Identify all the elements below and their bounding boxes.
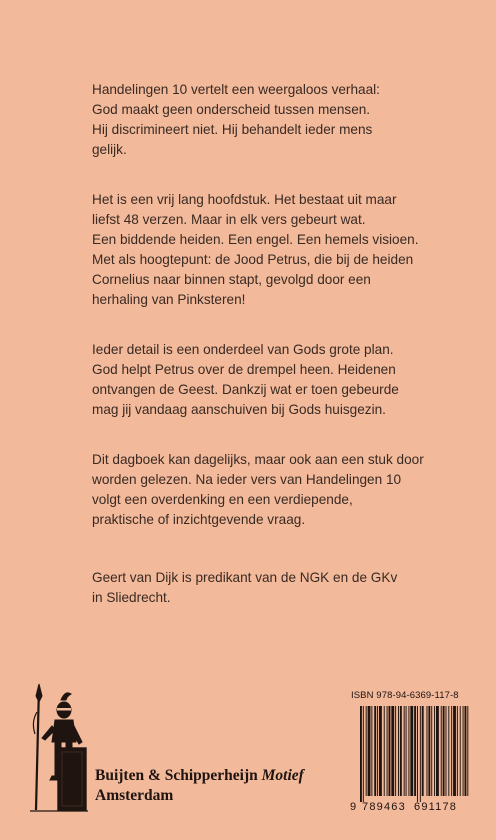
- barcode-bar: [391, 706, 394, 796]
- blurb-line: praktische of inzichtgevende vraag.: [92, 512, 306, 527]
- blurb-line: volgt een overdenking en een verdiepende,: [92, 492, 353, 507]
- isbn-label: ISBN 978-94-6369-117-8: [351, 690, 459, 701]
- back-cover-blurb: [92, 80, 432, 638]
- blurb-line: gelijk.: [92, 142, 127, 157]
- blurb-line: Het is een vrij lang hoofdstuk. Het bestaat uit maar: [92, 192, 397, 207]
- barcode-bar: [371, 706, 372, 796]
- blurb-paragraph-4: [92, 450, 432, 530]
- publisher-imprint: [28, 682, 328, 812]
- blurb-line: worden gelezen. Na ieder vers van Handelingen 10: [92, 472, 402, 487]
- publisher-name: [95, 766, 304, 806]
- barcode-bar: [431, 706, 432, 796]
- barcode-bar: [377, 706, 378, 796]
- barcode-bar: [374, 706, 376, 796]
- blurb-paragraph-1: [92, 80, 432, 160]
- barcode-bar: [453, 706, 456, 796]
- blurb-paragraph-2: [92, 190, 432, 310]
- publisher-name-italic: Motief: [261, 767, 304, 784]
- barcode-bar: [422, 706, 424, 796]
- blurb-line: Cornelius naar binnen stapt, gevolgd door een: [92, 272, 371, 287]
- barcode-bar: [395, 706, 396, 796]
- barcode-bar: [400, 706, 402, 796]
- isbn-barcode: [348, 690, 472, 814]
- author-bio: [92, 568, 432, 608]
- blurb-line: Hij discrimineert niet. Hij behandelt ieder mens: [92, 122, 373, 137]
- barcode-bar: [368, 706, 371, 796]
- blurb-line: Dit dagboek kan dagelijks, maar ook aan een stuk door: [92, 452, 424, 467]
- barcode-bar: [463, 706, 464, 796]
- barcode-bar: [384, 706, 385, 796]
- blurb-line: herhaling van Pinksteren!: [92, 292, 246, 307]
- publisher-name-regular: Buijten & Schipperheijn: [95, 767, 262, 784]
- barcode-bar: [389, 706, 391, 796]
- barcode-bar: [387, 706, 388, 796]
- author-line: Geert van Dijk is predikant van de NGK en de GKv: [92, 570, 398, 585]
- barcode-graphic: [348, 706, 472, 814]
- blurb-line: ontvangen de Geest. Dankzij wat er toen gebeurde: [92, 382, 399, 397]
- barcode-bar: [443, 706, 445, 796]
- blurb-line: liefst 48 verzen. Maar in elk vers gebeurt wat.: [92, 212, 366, 227]
- barcode-bar: [417, 706, 418, 802]
- barcode-bar: [428, 706, 430, 796]
- barcode-bar: [363, 706, 364, 802]
- publisher-city: Amsterdam: [95, 787, 174, 804]
- barcode-bar: [414, 706, 416, 796]
- barcode-bar: [446, 706, 447, 796]
- barcode-digit-prefix: 9: [350, 801, 357, 813]
- barcode-bar: [460, 706, 461, 796]
- blurb-line: Een biddende heiden. Een engel. Een hemels visioen.: [92, 232, 419, 247]
- barcode-bar: [360, 706, 362, 802]
- blurb-line: God maakt geen onderscheid tussen mensen.: [92, 102, 371, 117]
- barcode-bar: [457, 706, 458, 796]
- blurb-paragraph-3: [92, 340, 432, 420]
- barcode-bar: [398, 706, 399, 796]
- barcode-bar: [465, 706, 467, 796]
- barcode-bar: [436, 706, 439, 796]
- barcode-bar: [410, 706, 413, 796]
- barcode-bar: [451, 706, 452, 796]
- barcode-bar: [448, 706, 449, 796]
- barcode-bar: [427, 706, 428, 796]
- barcode-bar: [408, 706, 409, 796]
- barcode-bar: [434, 706, 435, 796]
- barcode-digits-right: 691178: [414, 801, 458, 813]
- barcode-digits-left: 789463: [362, 801, 406, 813]
- barcode-bar: [420, 706, 421, 802]
- blurb-line: Ieder detail is een onderdeel van Gods grote plan.: [92, 342, 394, 357]
- author-line: in Sliedrecht.: [92, 590, 171, 605]
- blurb-line: Met als hoogtepunt: de Jood Petrus, die bij de heiden: [92, 252, 414, 267]
- barcode-bar: [366, 706, 367, 796]
- barcode-bar: [441, 706, 442, 796]
- blurb-line: mag jij vandaag aanschuiven bij Gods huisgezin.: [92, 402, 386, 417]
- blurb-line: Handelingen 10 vertelt een weergaloos verhaal:: [92, 82, 380, 97]
- barcode-bar: [406, 706, 407, 796]
- barcode-bar: [404, 706, 405, 796]
- knight-with-lance-and-shield-icon: [28, 682, 90, 814]
- blurb-line: God helpt Petrus over de drempel heen. Heidenen: [92, 362, 396, 377]
- barcode-bar: [467, 706, 468, 796]
- barcode-bar: [379, 706, 382, 796]
- publisher-name-line-1: [95, 766, 304, 786]
